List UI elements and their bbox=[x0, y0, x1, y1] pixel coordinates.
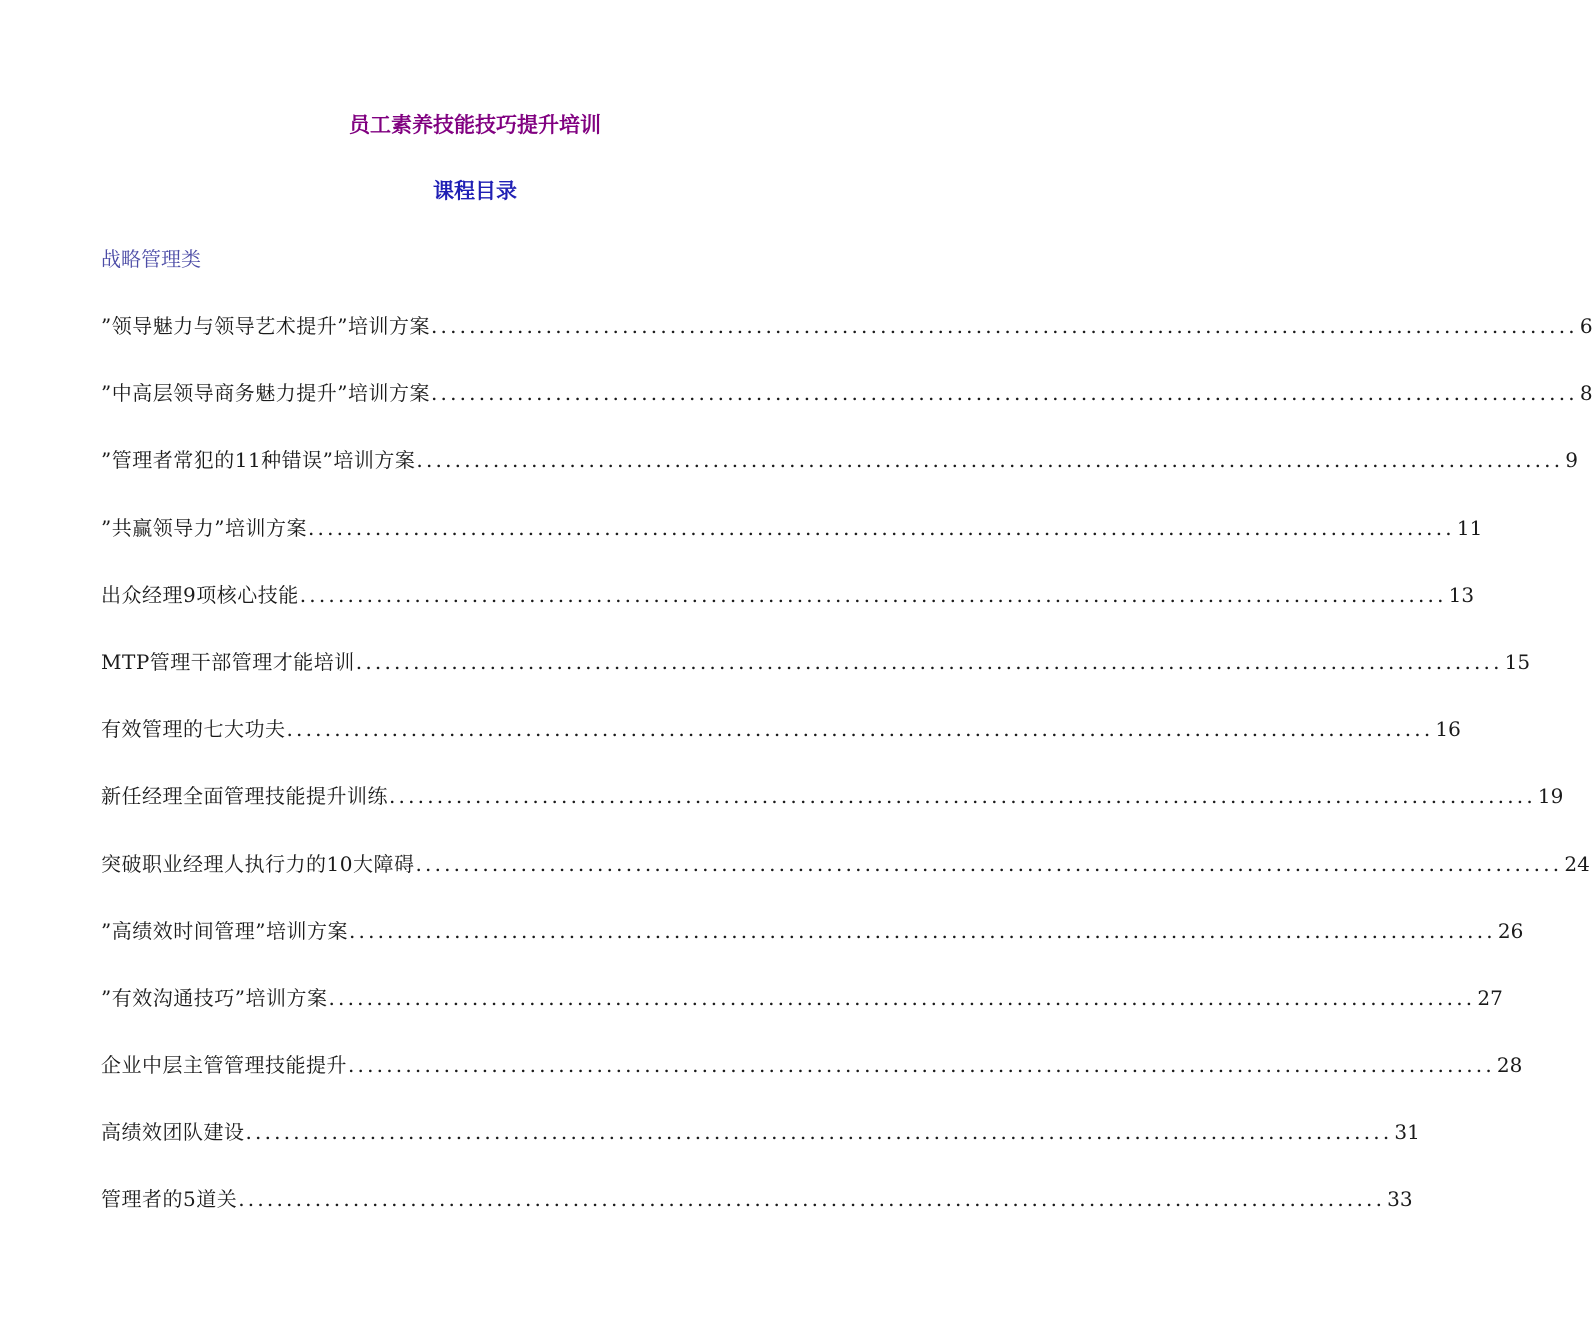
toc-entry-label: ”管理者常犯的11种错误”培训方案 bbox=[101, 448, 416, 473]
toc-leader-dots: ........................................................................................................................ bbox=[348, 1053, 1495, 1078]
toc-leader-dots: ........................................................................................................................ bbox=[286, 717, 1434, 742]
toc-leader-dots: ........................................................................................................................ bbox=[389, 784, 1536, 809]
toc-entry[interactable] bbox=[101, 781, 1564, 848]
toc-page-number: 9 bbox=[1565, 448, 1579, 473]
toc-entry-label: 高绩效团队建设 bbox=[101, 1120, 245, 1145]
toc-entry[interactable] bbox=[101, 1184, 1413, 1251]
toc-page-number: 16 bbox=[1435, 717, 1461, 742]
toc-page-number: 8 bbox=[1579, 381, 1593, 406]
toc-entry-label: 企业中层主管管理技能提升 bbox=[101, 1053, 347, 1078]
toc-leader-dots: ........................................................................................................................ bbox=[430, 314, 1578, 338]
toc-entry-label: MTP管理干部管理才能培训 bbox=[101, 649, 355, 674]
toc-entry[interactable] bbox=[101, 513, 1483, 580]
toc-leader-dots: ........................................................................................................................ bbox=[348, 918, 1496, 943]
toc-page-number: 33 bbox=[1387, 1187, 1413, 1212]
toc-entry-label: 突破职业经理人执行力的10大障碍 bbox=[101, 851, 415, 876]
toc-leader-dots: ........................................................................................................................ bbox=[245, 1120, 1393, 1145]
toc-page-number: 27 bbox=[1477, 985, 1503, 1010]
toc-leader-dots: ........................................................................................................................ bbox=[355, 649, 1503, 674]
toc-entry[interactable] bbox=[101, 714, 1461, 781]
toc-entry[interactable] bbox=[101, 311, 1593, 378]
toc-entry[interactable] bbox=[101, 647, 1531, 714]
toc-entry-label: ”中高层领导商务魅力提升”培训方案 bbox=[101, 381, 430, 406]
toc-entry-label: ”共赢领导力”培训方案 bbox=[101, 515, 307, 540]
toc-page-number: 28 bbox=[1496, 1053, 1523, 1078]
toc-entry-label: 新任经理全面管理技能提升训练 bbox=[101, 784, 388, 809]
toc-page-number: 19 bbox=[1537, 784, 1564, 809]
toc-entry-label: 有效管理的七大功夫 bbox=[101, 717, 286, 742]
toc-entry-label: 管理者的5道关 bbox=[101, 1187, 238, 1212]
table-of-contents bbox=[101, 311, 1593, 1252]
toc-leader-dots: ........................................................................................................................ bbox=[328, 985, 1476, 1010]
toc-page-number: 6 bbox=[1579, 314, 1593, 338]
toc-leader-dots: ........................................................................................................................ bbox=[416, 448, 1564, 473]
toc-page-number: 24 bbox=[1564, 851, 1590, 876]
toc-entry[interactable] bbox=[101, 916, 1524, 983]
toc-leader-dots: ........................................................................................................................ bbox=[307, 515, 1455, 540]
toc-page-number: 11 bbox=[1456, 515, 1483, 540]
toc-entry-label: 出众经理9项核心技能 bbox=[101, 582, 299, 607]
toc-entry[interactable] bbox=[101, 580, 1475, 647]
toc-entry[interactable] bbox=[101, 378, 1593, 445]
toc-entry-label: ”高绩效时间管理”培训方案 bbox=[101, 918, 348, 943]
toc-entry[interactable] bbox=[101, 1050, 1523, 1117]
toc-entry[interactable] bbox=[101, 983, 1503, 1050]
toc-page-number: 26 bbox=[1497, 918, 1524, 943]
toc-entry-label: ”有效沟通技巧”培训方案 bbox=[101, 985, 328, 1010]
toc-entry-label: ”领导魅力与领导艺术提升”培训方案 bbox=[101, 314, 430, 338]
toc-leader-dots: ........................................................................................................................ bbox=[430, 381, 1578, 406]
section-heading: 战略管理类 bbox=[101, 247, 201, 271]
toc-page-number: 15 bbox=[1504, 649, 1531, 674]
document-subtitle: 课程目录 bbox=[433, 178, 517, 203]
toc-leader-dots: ........................................................................................................................ bbox=[415, 851, 1563, 876]
toc-page-number: 13 bbox=[1448, 582, 1475, 607]
document-title: 员工素养技能技巧提升培训 bbox=[349, 112, 601, 137]
toc-entry[interactable] bbox=[101, 849, 1590, 916]
toc-page-number: 31 bbox=[1394, 1120, 1420, 1145]
toc-leader-dots: ........................................................................................................................ bbox=[238, 1187, 1386, 1212]
toc-entry[interactable] bbox=[101, 1117, 1420, 1184]
toc-entry[interactable] bbox=[101, 445, 1579, 512]
toc-leader-dots: ........................................................................................................................ bbox=[299, 582, 1447, 607]
